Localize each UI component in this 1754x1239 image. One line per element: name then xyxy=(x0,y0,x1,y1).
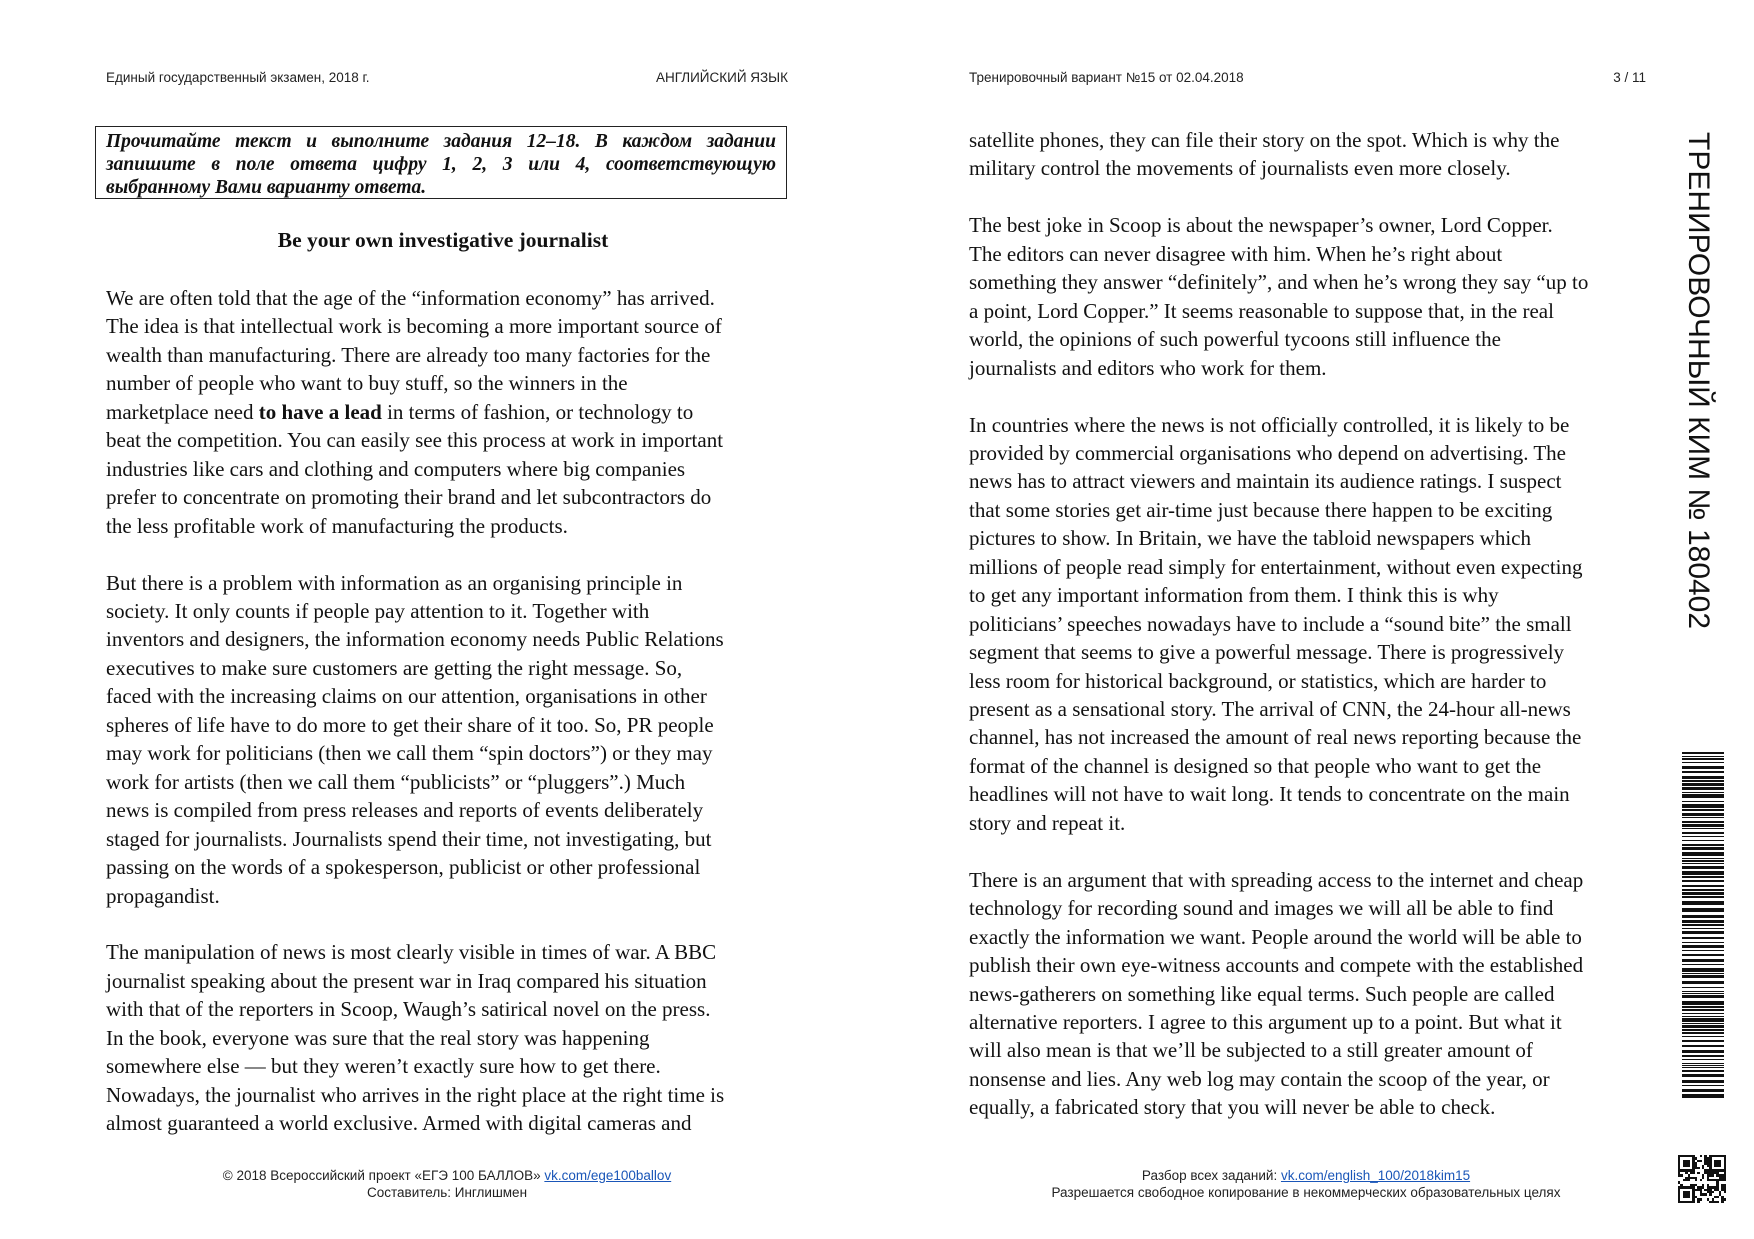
barcode-bar xyxy=(1682,756,1724,757)
barcode-bar xyxy=(1682,1045,1724,1047)
barcode-bar xyxy=(1682,1094,1724,1098)
footer-analysis-link[interactable]: vk.com/english_100/2018kim15 xyxy=(1280,1168,1471,1183)
barcode-bar xyxy=(1682,1001,1724,1005)
text-line: that some stories get air-time just because there happen to be exciting xyxy=(969,497,1553,522)
barcode-bar xyxy=(1682,813,1724,816)
text-line: propagandist. xyxy=(106,883,220,908)
text-line: passing on the words of a spokesperson, publicist or other professional xyxy=(106,855,701,880)
text-line: In the book, everyone was sure that the real story was happening xyxy=(106,1025,650,1050)
barcode-bar xyxy=(1682,937,1724,939)
barcode-bar xyxy=(1682,924,1724,926)
text-line: beat the competition. You can easily see this process at work in important xyxy=(106,428,724,453)
barcode-bar xyxy=(1682,991,1724,992)
text-line: work for artists (then we call them “publicists” or “pluggers”.) Much xyxy=(106,769,686,794)
barcode-bar xyxy=(1682,1059,1724,1060)
text-line: spheres of life have to do more to get their share of it too. So, PR people xyxy=(106,712,714,737)
barcode-bar xyxy=(1682,780,1724,782)
barcode-bar xyxy=(1682,752,1724,754)
barcode-bar xyxy=(1682,1065,1724,1066)
barcode-bar xyxy=(1682,954,1724,956)
paragraph xyxy=(969,866,1588,1122)
qr-module xyxy=(1716,1196,1718,1198)
text-line: exactly the information we want. People around the world will be able to xyxy=(969,924,1582,949)
barcode-bar xyxy=(1682,844,1724,846)
qr-module xyxy=(1702,1177,1704,1179)
text-line: journalists and editors who work for them. xyxy=(969,355,1327,380)
barcode-bar xyxy=(1682,950,1724,951)
barcode-bar xyxy=(1682,828,1724,829)
footer-license: Разрешается свободное копирование в некоммерческих образовательных целях xyxy=(1051,1185,1561,1200)
text-line: provided by commercial organisations who depend on advertising. The xyxy=(969,440,1567,465)
article-title: Be your own investigative journalist xyxy=(277,228,609,252)
footer-right xyxy=(1052,1167,1561,1201)
text-line: wealth than manufacturing. There are already too many factories for the xyxy=(106,342,711,367)
text-line: Nowadays, the journalist who arrives in the right place at the right time is xyxy=(106,1082,725,1107)
instructions-line: выбранному Вами варианту ответа. xyxy=(106,177,427,198)
text-line: The editors can never disagree with him. When he’s right about xyxy=(969,241,1503,266)
barcode-bar xyxy=(1682,1080,1724,1083)
barcode-bar xyxy=(1682,896,1724,898)
barcode-bar xyxy=(1682,840,1724,841)
barcode-bar xyxy=(1682,1063,1724,1064)
text-line: The best joke in Scoop is about the newspaper’s owner, Lord Copper. xyxy=(969,213,1553,238)
text-line: the less profitable work of manufacturing the products. xyxy=(106,513,568,538)
paragraph xyxy=(106,938,724,1137)
qr-module xyxy=(1719,1165,1721,1167)
barcode-bar xyxy=(1682,1067,1724,1068)
qr-module xyxy=(1695,1179,1697,1181)
barcode-bar xyxy=(1682,942,1724,943)
barcode-bar xyxy=(1682,880,1724,882)
instructions-box xyxy=(95,126,787,199)
qr-module xyxy=(1680,1174,1682,1176)
barcode-bar xyxy=(1682,1070,1724,1072)
text-line: nonsense and lies. Any web log may contain the scoop of the year, or xyxy=(969,1066,1550,1091)
barcode-bar xyxy=(1682,801,1724,802)
text-line: news-gatherers on something like equal terms. Such people are called xyxy=(969,981,1555,1006)
text-line: world, the opinions of such powerful tycoons still influence the xyxy=(969,327,1501,352)
qr-code xyxy=(1678,1155,1726,1203)
text-line: faced with the increasing claims on our attention, organisations in other xyxy=(106,684,707,709)
barcode-bar xyxy=(1682,1029,1724,1031)
text-line: pictures to show. In Britain, we have the tabloid newspapers which xyxy=(969,526,1531,551)
barcode-bar xyxy=(1682,836,1724,837)
barcode-bar xyxy=(1682,792,1724,793)
text-line: The manipulation of news is most clearly visible in times of war. A BBC xyxy=(106,940,717,965)
barcode-bar xyxy=(1682,758,1724,760)
instructions-line: запишите в поле ответа цифру 1, 2, 3 или 4, соответствующую xyxy=(106,154,776,175)
barcode-bar xyxy=(1682,987,1724,988)
header-subject: АНГЛИЙСКИЙ ЯЗЫК xyxy=(655,70,788,85)
text-line: We are often told that the age of the “information economy” has arrived. xyxy=(106,286,715,310)
text-line: news is compiled from press releases and reports of events deliberately xyxy=(106,798,704,823)
text-line: politicians’ speeches nowadays have to include a “sound bite” the small xyxy=(969,611,1572,636)
text-line: technology for recording sound and images we will all be able to find xyxy=(969,896,1554,921)
barcode-bar xyxy=(1682,762,1724,763)
text-line: industries like cars and clothing and computers where big companies xyxy=(106,456,686,481)
barcode-bar xyxy=(1682,981,1724,984)
page-number: 3 / 11 xyxy=(1613,70,1646,85)
barcode-bar xyxy=(1682,995,1724,998)
barcode-bar xyxy=(1682,915,1724,918)
barcode-bar xyxy=(1682,1036,1724,1037)
barcode-bar xyxy=(1682,876,1724,878)
qr-module xyxy=(1700,1179,1702,1181)
text-line: a point, Lord Copper.” It seems reasonable to suppose that, in the real xyxy=(969,298,1554,323)
text-line: story and repeat it. xyxy=(969,810,1126,835)
barcode-bar xyxy=(1682,964,1724,965)
paragraph xyxy=(106,569,724,910)
paragraph xyxy=(106,284,724,540)
qr-module xyxy=(1688,1179,1690,1181)
text-line: equally, a fabricated story that you will never be able to check. xyxy=(969,1095,1496,1120)
barcode-bar xyxy=(1682,1013,1724,1014)
barcode-bar xyxy=(1682,871,1724,875)
header-variant: Тренировочный вариант №15 от 02.04.2018 xyxy=(969,70,1244,85)
barcode-bar xyxy=(1682,860,1724,862)
barcode-bar xyxy=(1682,1040,1724,1042)
barcode-bar xyxy=(1682,973,1724,974)
barcode-bar xyxy=(1682,817,1724,818)
qr-module xyxy=(1697,1172,1699,1174)
qr-module xyxy=(1692,1201,1694,1203)
barcode-bar xyxy=(1682,863,1724,864)
qr-module xyxy=(1704,1193,1706,1195)
text-segment: marketplace need xyxy=(106,399,259,424)
barcode-bar xyxy=(1682,1023,1724,1024)
text-line: millions of people read simply for entertainment, without even expecting xyxy=(969,554,1583,579)
qr-module xyxy=(1709,1193,1711,1195)
barcode-bar xyxy=(1682,968,1724,972)
text-line: less room for historical background, or statistics, which are harder to xyxy=(969,668,1547,693)
footer-analysis-label: Разбор всех заданий: xyxy=(1141,1168,1281,1183)
footer-project-link[interactable]: vk.com/ege100ballov xyxy=(544,1168,672,1183)
text-line: channel, has not increased the amount of real news reporting because the xyxy=(969,725,1582,750)
text-line: to get any important information from them. I think this is why xyxy=(969,583,1499,608)
text-line: publish their own eye-witness accounts and compete with the established xyxy=(969,953,1584,978)
barcode-bar xyxy=(1682,892,1724,895)
barcode-bar xyxy=(1682,993,1724,994)
text-line: with that of the reporters in Scoop, Waugh’s satirical novel on the press. xyxy=(106,997,711,1022)
barcode-bar xyxy=(1682,809,1724,811)
footer-copyright: © 2018 Всероссийский проект «ЕГЭ 100 БАЛЛОВ» xyxy=(222,1168,545,1183)
barcode-bar xyxy=(1682,885,1724,887)
barcode-bar xyxy=(1682,787,1724,790)
barcode-bar xyxy=(1682,804,1724,808)
qr-module xyxy=(1700,1160,1702,1162)
barcode-bar xyxy=(1682,1055,1724,1057)
barcode-bar xyxy=(1682,959,1724,962)
footer-left xyxy=(223,1167,671,1201)
text-line: present as a sensational story. The arrival of CNN, the 24-hour all-news xyxy=(969,697,1571,722)
paragraph xyxy=(969,126,1588,183)
barcode-bar xyxy=(1682,852,1724,856)
paragraph xyxy=(969,211,1588,382)
barcode-bar xyxy=(1682,889,1724,891)
barcode-bar xyxy=(1682,945,1724,948)
barcode-bar xyxy=(1682,928,1724,929)
left-text-column xyxy=(106,284,724,1166)
barcode-bar xyxy=(1682,866,1724,869)
text-line: format of the channel is designed so that people who want to get the xyxy=(969,753,1542,778)
text-line: almost guaranteed a world exclusive. Armed with digital cameras and xyxy=(106,1111,692,1136)
paragraph xyxy=(969,411,1588,838)
text-line: The idea is that intellectual work is becoming a more important source of xyxy=(106,314,722,339)
barcode-bar xyxy=(1682,931,1724,934)
barcode-bar xyxy=(1682,771,1724,773)
barcode-bar xyxy=(1682,1006,1724,1008)
text-line: military control the movements of journalists even more closely. xyxy=(969,156,1511,181)
text-line: may work for politicians (then we call them “spin doctors”) or they may xyxy=(106,741,713,766)
barcode-bar xyxy=(1682,832,1724,834)
text-line: satellite phones, they can file their story on the spot. Which is why the xyxy=(969,128,1560,152)
qr-module xyxy=(1712,1174,1714,1176)
barcode-bar xyxy=(1682,975,1724,978)
barcode-bar xyxy=(1682,766,1724,769)
text-line: news has to attract viewers and maintain its audience ratings. I suspect xyxy=(969,469,1562,494)
barcode-bar xyxy=(1682,908,1724,912)
qr-module xyxy=(1697,1167,1699,1169)
text-line: somewhere else — but they weren’t exactly sure how to get there. xyxy=(106,1054,661,1079)
barcode-bar xyxy=(1682,1032,1724,1034)
text-line: segment that seems to give a powerful message. There is progressively xyxy=(969,640,1565,665)
barcode-bar xyxy=(1682,901,1724,905)
barcode-bar xyxy=(1682,1025,1724,1028)
qr-module xyxy=(1700,1155,1702,1157)
bold-phrase: to have a lead xyxy=(258,399,382,424)
text-line: headlines will not have to wait long. It tends to concentrate on the main xyxy=(969,782,1570,807)
barcode-bar xyxy=(1682,1089,1724,1092)
qr-module xyxy=(1724,1191,1726,1193)
barcode-bar xyxy=(1682,847,1724,850)
barcode-bar xyxy=(1682,920,1724,923)
text-line: In countries where the news is not officially controlled, it is likely to be xyxy=(969,412,1570,437)
barcode-bar xyxy=(1682,1016,1724,1017)
qr-module xyxy=(1700,1198,1702,1200)
text-line xyxy=(106,398,724,426)
text-line: inventors and designers, the information economy needs Public Relations xyxy=(106,627,724,652)
qr-module xyxy=(1721,1201,1723,1203)
text-line: something they answer “definitely”, and when he’s wrong they say “up to xyxy=(969,270,1589,295)
barcode-bar xyxy=(1682,783,1724,786)
text-segment: in terms of fashion, or technology to xyxy=(381,399,694,424)
text-line: staged for journalists. Journalists spend their time, not investigating, but xyxy=(106,826,712,851)
barcode-bar xyxy=(1682,794,1724,798)
barcode-bar xyxy=(1682,776,1724,779)
text-line: There is an argument that with spreading access to the internet and cheap xyxy=(969,867,1584,892)
qr-module xyxy=(1712,1191,1714,1193)
instructions-line: Прочитайте текст и выполните задания 12–18. В каждом задании xyxy=(106,131,776,152)
text-line: But there is a problem with information as an organising principle in xyxy=(106,570,683,595)
qr-module xyxy=(1688,1165,1690,1167)
text-line: will also mean is that we’ll be subjected to a still greater amount of xyxy=(969,1038,1533,1063)
barcode-bar xyxy=(1682,824,1724,827)
qr-module xyxy=(1716,1201,1718,1203)
text-line: journalist speaking about the present war in Iraq compared his situation xyxy=(106,968,707,993)
qr-module xyxy=(1724,1198,1726,1200)
text-line: number of people who want to buy stuff, so the winners in the xyxy=(106,371,628,396)
barcode-bar xyxy=(1682,858,1724,859)
right-text-column xyxy=(969,126,1588,1150)
barcode-bar xyxy=(1682,821,1724,823)
barcode-bar xyxy=(1682,1009,1724,1011)
qr-module xyxy=(1688,1196,1690,1198)
barcode xyxy=(1682,752,1724,1100)
header-exam-title: Единый государственный экзамен, 2018 г. xyxy=(106,70,370,85)
barcode-bar xyxy=(1682,1074,1724,1077)
text-line: alternative reporters. I agree to this argument up to a point. But what it xyxy=(969,1010,1562,1034)
side-label: ТРЕНИРОВОЧНЫЙ КИМ № 180402 xyxy=(1682,132,1715,630)
footer-author: Составитель: Инглишмен xyxy=(366,1185,528,1200)
text-line: society. It only counts if people pay attention to it. Together with xyxy=(106,598,650,623)
text-line: executives to make sure customers are getting the right message. So, xyxy=(106,655,683,680)
qr-module xyxy=(1697,1201,1699,1203)
barcode-bar xyxy=(1682,1018,1724,1022)
qr-module xyxy=(1724,1179,1726,1181)
qr-module xyxy=(1692,1172,1694,1174)
barcode-bar xyxy=(1682,1085,1724,1086)
text-line: prefer to concentrate on promoting their brand and let subcontractors do xyxy=(106,485,712,510)
barcode-bar xyxy=(1682,1050,1724,1053)
